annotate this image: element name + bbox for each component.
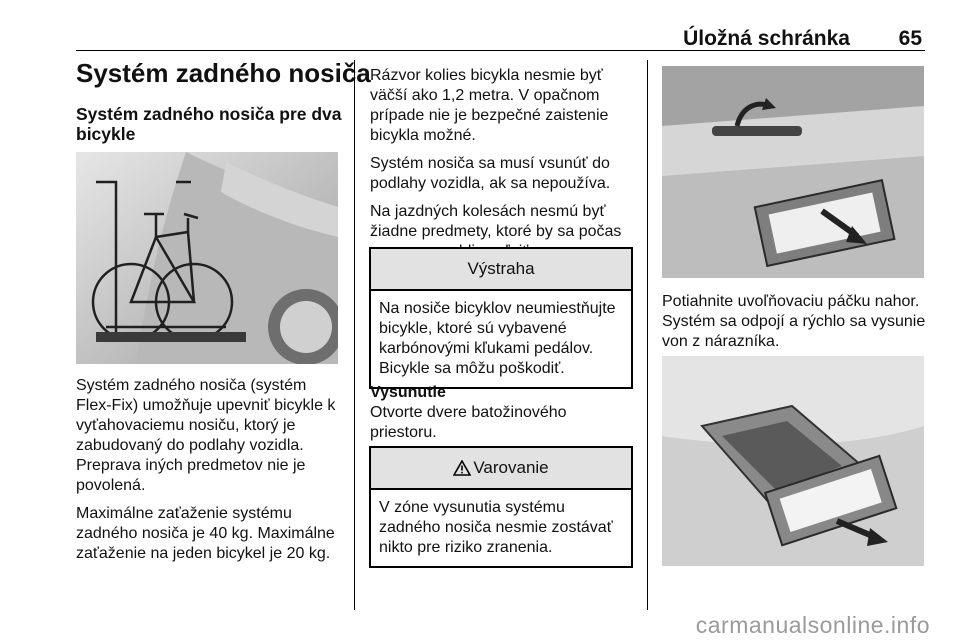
paragraph: Systém zadného nosiča (systém Flex-Fix) umožňuje upevniť bicykle k vyťahovaciemu nosiču, ktorý je zabudovaný do podlahy vozidla. Preprava iných predmetov nie je povolená. [76, 377, 336, 494]
caution-title: Výstraha [371, 249, 631, 291]
warning-box [369, 446, 633, 568]
paragraph: Na jazdných kolesách nesmú byť žiadne predmety, ktoré by sa počas [370, 203, 622, 240]
warning-triangle-icon [453, 460, 471, 476]
caution-box [369, 247, 633, 389]
caution-text: Na nosiče bicyklov neumiestňujte bicykle, ktoré sú vybavené karbónovými kľukami pedálov. Bicykle sa môžu poškodiť. [379, 300, 616, 377]
bike-on-carrier-image [76, 152, 338, 364]
header-divider [76, 50, 925, 51]
paragraph: Maximálne zaťaženie systému zadného nosiča je 40 kg. Maximálne zaťaženie na jeden bicykel je 20 kg. [76, 505, 335, 562]
section-label: Vysunutie [370, 384, 446, 401]
page-heading: Systém zadného nosiča [76, 58, 371, 88]
release-lever-illustration [662, 66, 924, 278]
warning-title-bar [371, 448, 631, 490]
column-divider [647, 60, 648, 610]
paragraph: Systém nosiča sa musí vsunúť do podlahy vozidla, ak sa nepoužíva. [370, 155, 611, 192]
bike-carrier-illustration [76, 152, 338, 364]
watermark: carmanualsonline.info [695, 612, 930, 638]
page-number: 65 [898, 27, 922, 50]
paragraph: Potiahnite uvoľňovaciu páčku nahor. Systém sa odpojí a rýchlo sa vysunie von z nárazníka. [662, 293, 926, 350]
column-divider [354, 60, 355, 610]
carrier-extended-illustration [662, 356, 924, 566]
warning-title: Varovanie [473, 458, 549, 477]
bumper-release-image [662, 66, 924, 278]
section-text: Otvorte dvere batožinového priestoru. [370, 404, 567, 441]
section-title: Úložná schránka [683, 27, 850, 50]
warning-text: V zóne vysunutia systému zadného nosiča nesmie zostávať nikto pre riziko zranenia. [379, 499, 613, 556]
paragraph: Rázvor kolies bicykla nesmie byť väčší ako 1,2 metra. V opačnom prípade nie je bezpečné zaistenie bicykla možné. [370, 67, 609, 144]
sub-heading: Systém zadného nosiča pre dva bicykle [76, 104, 342, 144]
carrier-extended-image [662, 356, 924, 566]
